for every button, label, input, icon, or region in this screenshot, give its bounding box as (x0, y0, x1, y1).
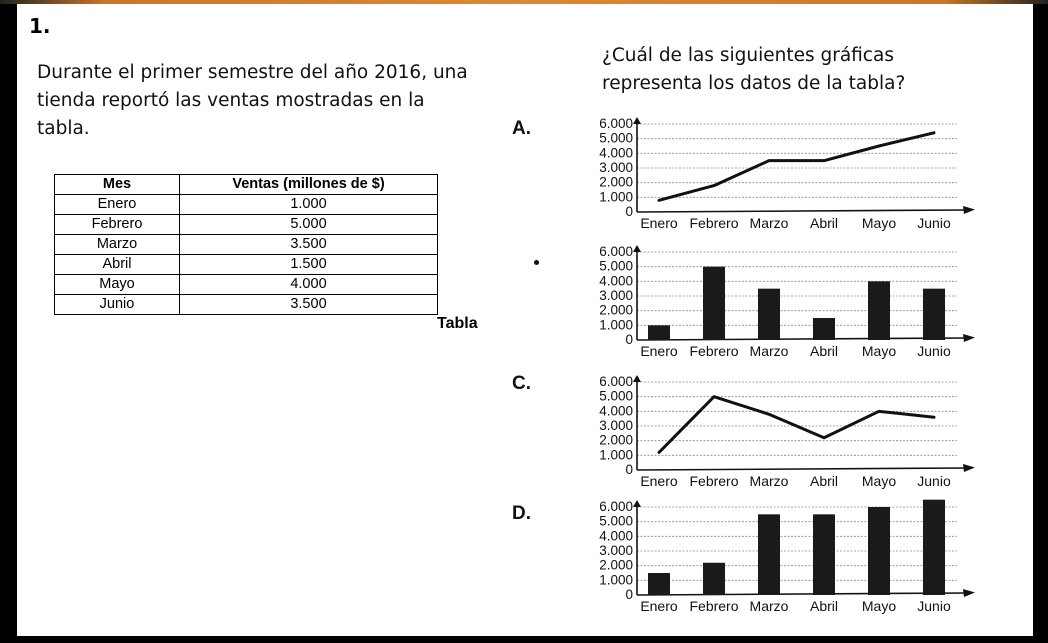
y-tick-label: 3.000 (599, 543, 633, 558)
cell-sales: 1.000 (180, 195, 438, 215)
column-header-sales: Ventas (millones de $) (180, 175, 438, 195)
y-tick-label: 2.000 (599, 557, 633, 573)
y-tick-label: 2.000 (599, 302, 633, 318)
series-line (659, 397, 934, 453)
bar (758, 514, 780, 595)
cell-sales: 4.000 (180, 275, 438, 295)
cell-month: Junio (55, 295, 180, 315)
question-prompt (602, 42, 905, 98)
y-axis-arrow (633, 375, 641, 382)
y-tick-label: 3.000 (599, 288, 633, 303)
y-tick-label: 5.000 (599, 258, 633, 274)
intro-line: Durante el primer semestre del año 2016, una (37, 62, 468, 83)
intro-line: tabla. (37, 118, 90, 139)
y-tick-label: 3.000 (599, 418, 633, 433)
bar (703, 267, 725, 340)
x-axis-arrow (963, 334, 975, 342)
x-axis (637, 338, 969, 340)
x-tick-label: Mayo (861, 598, 897, 614)
bar (813, 318, 835, 340)
option-label-a[interactable]: A. (512, 118, 531, 139)
y-tick-label: 2.000 (599, 432, 633, 448)
y-tick-label: 2.000 (599, 174, 633, 190)
worksheet-page (17, 4, 1033, 636)
table-row (55, 195, 438, 215)
x-tick-label: Marzo (749, 215, 789, 231)
x-axis (637, 210, 969, 212)
y-axis-arrow (633, 245, 641, 252)
bar (648, 325, 670, 340)
x-axis-arrow (963, 206, 975, 214)
y-tick-label: 4.000 (599, 273, 633, 289)
column-header-month: Mes (55, 175, 180, 195)
cell-sales: 3.500 (180, 295, 438, 315)
y-tick-label: 5.000 (599, 388, 633, 404)
table-row (55, 295, 438, 315)
cell-sales: 3.500 (180, 235, 438, 255)
chart-option-b[interactable] (557, 244, 977, 366)
table-row (55, 275, 438, 295)
cell-month: Enero (55, 195, 180, 215)
x-tick-label: Abril (809, 215, 839, 231)
bar (868, 281, 890, 340)
x-tick-label: Mayo (861, 343, 897, 359)
x-tick-label: Junio (917, 598, 951, 614)
bar (868, 507, 890, 595)
y-axis-arrow (633, 500, 641, 507)
option-label-c[interactable]: C. (512, 373, 531, 394)
y-tick-label: 4.000 (599, 403, 633, 419)
prompt-line: representa los datos de la tabla? (602, 73, 906, 94)
question-number: 1. (29, 14, 51, 38)
x-tick-label: Abril (809, 473, 839, 489)
bar (648, 573, 670, 595)
y-tick-label: 1.000 (599, 447, 633, 463)
bar (923, 500, 945, 595)
table-caption: Tabla (437, 315, 478, 332)
y-tick-label: 4.000 (599, 145, 633, 161)
x-tick-label: Junio (917, 215, 951, 231)
cell-sales: 1.500 (180, 255, 438, 275)
y-tick-label: 0 (625, 332, 633, 347)
sales-table (54, 174, 438, 315)
x-tick-label: Abril (809, 598, 839, 614)
x-tick-label: Febrero (689, 473, 739, 489)
x-tick-label: Marzo (749, 343, 789, 359)
y-tick-label: 5.000 (599, 513, 633, 529)
x-tick-label: Marzo (749, 473, 789, 489)
y-tick-label: 4.000 (599, 528, 633, 544)
bar (758, 289, 780, 340)
y-tick-label: 6.000 (599, 116, 633, 131)
cell-sales: 5.000 (180, 215, 438, 235)
cell-month: Marzo (55, 235, 180, 255)
x-axis (637, 468, 969, 470)
x-axis-arrow (963, 589, 975, 597)
x-tick-label: Febrero (689, 598, 739, 614)
x-tick-label: Mayo (861, 473, 897, 489)
y-tick-label: 6.000 (599, 499, 633, 514)
y-tick-label: 1.000 (599, 572, 633, 588)
table-row (55, 215, 438, 235)
x-axis (637, 593, 969, 595)
x-tick-label: Febrero (689, 215, 739, 231)
y-tick-label: 3.000 (599, 160, 633, 175)
x-axis-arrow (963, 464, 975, 472)
x-tick-label: Enero (640, 473, 678, 489)
y-axis-arrow (633, 117, 641, 124)
y-tick-label: 0 (625, 204, 633, 219)
bar (813, 514, 835, 595)
x-tick-label: Abril (809, 343, 839, 359)
series-line (659, 133, 934, 200)
option-label-d[interactable]: D. (512, 503, 531, 524)
table-row (55, 235, 438, 255)
y-tick-label: 0 (625, 462, 633, 477)
option-label-b[interactable] (534, 249, 539, 271)
x-tick-label: Enero (640, 343, 678, 359)
prompt-line: ¿Cuál de las siguientes gráficas (602, 45, 894, 66)
chart-option-c[interactable] (557, 374, 977, 496)
y-tick-label: 6.000 (599, 244, 633, 259)
y-tick-label: 1.000 (599, 317, 633, 333)
cell-month: Abril (55, 255, 180, 275)
chart-option-a[interactable] (557, 116, 977, 238)
x-tick-label: Junio (917, 343, 951, 359)
x-tick-label: Enero (640, 215, 678, 231)
chart-option-d[interactable] (557, 499, 977, 621)
question-intro (37, 59, 468, 143)
y-tick-label: 1.000 (599, 189, 633, 205)
y-tick-label: 5.000 (599, 130, 633, 146)
x-tick-label: Mayo (861, 215, 897, 231)
x-tick-label: Marzo (749, 598, 789, 614)
table-header-row (55, 175, 438, 195)
x-tick-label: Febrero (689, 343, 739, 359)
table-row (55, 255, 438, 275)
y-tick-label: 6.000 (599, 374, 633, 389)
y-tick-label: 0 (625, 587, 633, 602)
cell-month: Mayo (55, 275, 180, 295)
x-tick-label: Enero (640, 598, 678, 614)
cell-month: Febrero (55, 215, 180, 235)
x-tick-label: Junio (917, 473, 951, 489)
intro-line: tienda reportó las ventas mostradas en la (37, 90, 425, 111)
bar (923, 289, 945, 340)
bar (703, 563, 725, 595)
